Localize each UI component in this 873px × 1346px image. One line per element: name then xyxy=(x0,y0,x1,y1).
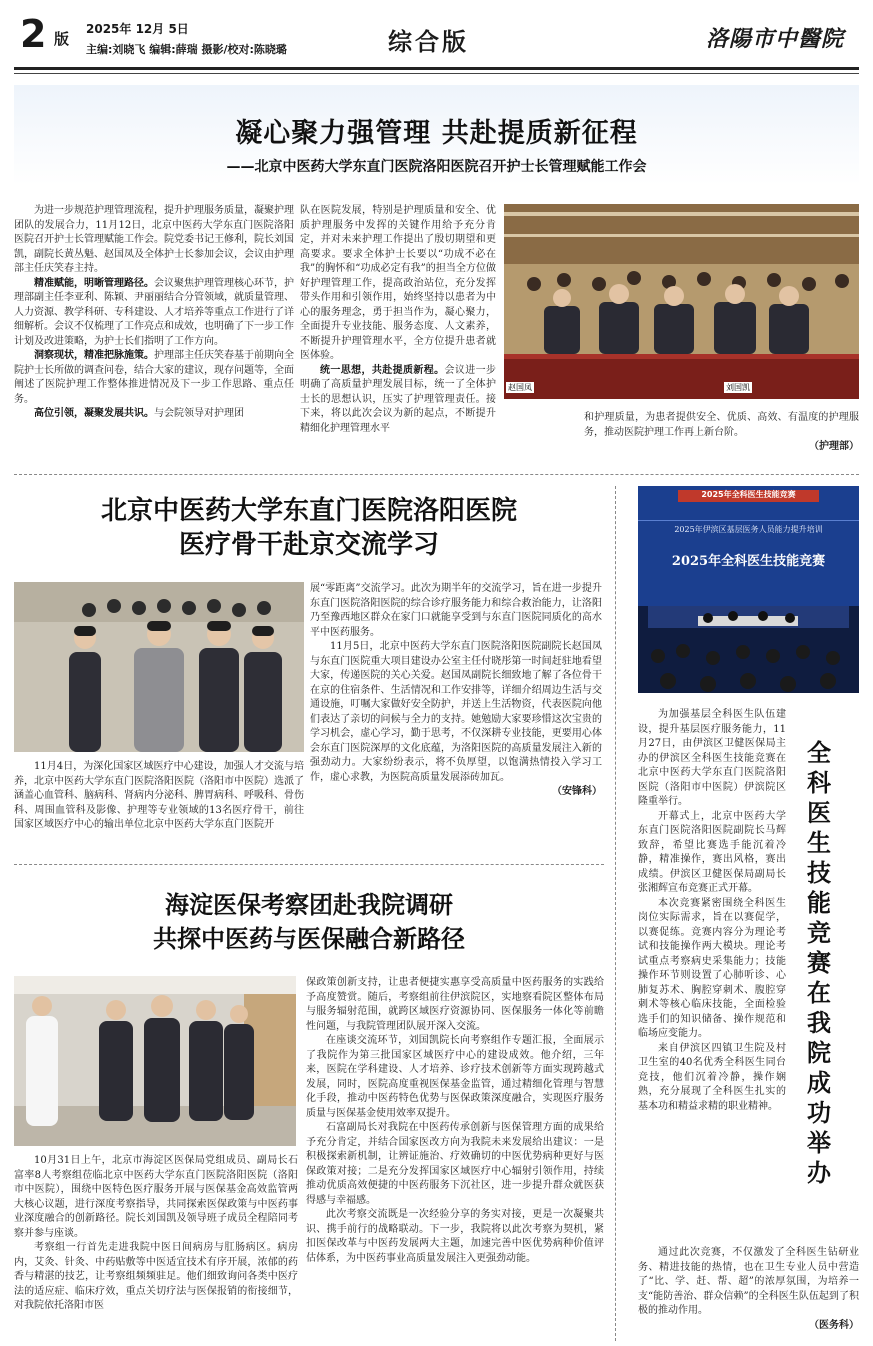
screen-banner: 2025年全科医生技能竞赛 xyxy=(701,490,796,499)
article4-column xyxy=(638,708,786,1244)
name-plate: 刘国凯 xyxy=(726,383,750,392)
staff-credits: 主编:刘晓飞 编辑:薛瑞 摄影/校对:陈晓璐 xyxy=(86,43,287,56)
issue-date: 2025年 12月 5日 xyxy=(86,22,189,36)
article4-title: 全科医生技能竞赛在我院成功举办 xyxy=(807,738,831,1187)
article1-column-3 xyxy=(584,411,859,455)
paragraph: 来自伊滨区四镇卫生院及村卫生室的40名优秀全科医生同台竞技，他们沉着冷静，操作娴熟，充分展现了全科医生扎实的基本功和精益求精的职业精神。 xyxy=(638,1042,786,1112)
screen-title: 2025年全科医生技能竞赛 xyxy=(671,554,826,569)
paragraph: 精准赋能，明晰管理路径。会议聚焦护理管理核心环节，护理部副主任李亚利、陈颖、尹丽丽结合分管领域，就质量管理、人力资源、教学科研、专科建设、人才培养等重点工作进行了详细解析。会议不仅梳理了工作亮点和成效，也明确了下一步工作计划及改进策略，为护士长们指明了工作方向。 xyxy=(14,277,294,347)
paragraph: 保政策创新支持，让患者便捷实惠享受高质量中医药服务的实践给予高度赞赏。随后，考察组前往伊滨院区，实地察看院区整体布局与服务辐射范围，就跨区域医疗资源协同、医保服务一体化等前瞻性问题，与我院管理团队展开深入交流。 xyxy=(306,977,604,1032)
article3-column-1 xyxy=(14,1154,298,1342)
hospital-logo: 洛陽市中醫院 xyxy=(706,26,845,52)
article3-title-line2: 共探中医药与医保融合新路径 xyxy=(153,924,465,953)
article1-column-1 xyxy=(14,204,294,466)
header-rule xyxy=(14,67,859,70)
paragraph: 队在医院发展，特别是护理质量和安全、优质护理服务中发挥的关键作用给予充分肯定，并对未来护理工作提出了殷切期望和更高要求。要求全体护士长要以“功成不必在我”的胸怀和“功成必定有我”的担当全方位做好护理管理工作，提高政治站位，充分发挥带头作用和引领作用，始终坚持以患者为中心的服务理念，勇于担当作为，凝心聚力，全面提升专业技能、服务态度、人文素养，不断提升护理管理水平，全方位提升患者就医体验。 xyxy=(300,205,496,361)
article1-title: 凝心聚力强管理 共赴提质新征程 xyxy=(235,118,638,149)
divider xyxy=(14,864,604,865)
paragraph: 为进一步规范护理管理流程，提升护理服务质量，凝聚护理团队的发展合力，11月12日，北京中医药大学东直门医院洛阳医院召开护士长管理赋能工作会。院党委书记王修利，院长刘国凯，副院长黄丛魁、赵国凤及全体护士长参加会议，会议由护理部主任庆笑春主持。 xyxy=(14,205,294,274)
article3-title-line1: 海淀医保考察团赴我院调研 xyxy=(165,890,453,919)
screen-subtitle: 2025年伊滨区基层医务人员能力提升培训 xyxy=(674,525,823,534)
article1-column-2 xyxy=(300,204,496,456)
group-photo xyxy=(14,582,304,752)
byline: （护理部） xyxy=(809,441,859,452)
paragraph: 本次竞赛紧密围绕全科医生岗位实际需求，旨在以赛促学，以赛促练。竞赛内容分为理论考试和技能操作两大模块。理论考试重点考察病史采集能力；技能操作环节则设置了心肺听诊、心肺复苏术、胸腔穿刺术、腹腔穿刺术等核心临床技能，全面检验选手们的知识储备、操作规范和临场应变能力。 xyxy=(638,897,786,1039)
page-unit: 版 xyxy=(54,30,70,48)
paragraph: 考察组一行首先走进我院中医日间病房与肛肠病区。病房内，艾灸、针灸、中药贴敷等中医适宜技术有序开展，浓郁的药香与精湛的技艺，让考察组频频驻足。他们细致询问各类中医疗法的适应症、临床疗效，重点关切疗法与医保报销的衔接细节，对我院依托洛阳市医 xyxy=(14,1242,298,1311)
paragraph: 在座谈交流环节，刘国凯院长向考察组作专题汇报，全面展示了我院作为第三批国家区域医疗中心的建设成效。他介绍，三年来，医院在学科建设、人才培养、诊疗技术创新等方面实现跨越式发展，同时，医院高度重视医保基金监管，通过精细化管理与智慧化手段，推动中医药特色优势与医保政策深度融合，实现医疗服务质量与医保基金使用效率双提升。 xyxy=(306,1035,604,1119)
divider xyxy=(14,474,859,475)
paragraph: 11月4日，为深化国家区域医疗中心建设，加强人才交流与培养，北京中医药大学东直门医院洛阳医院（洛阳市中医院）选派了涵盖心血管科、脑病科、肾病内分泌科、脾胃病科、呼吸科、骨伤科、周围血管科及影像、护理等专业领域的13名医疗骨干，前往国家区域医疗中心的输出单位北京中医药大学东直门医院开 xyxy=(14,761,304,830)
paragraph: 10月31日上午，北京市海淀区医保局党组成员、副局长石富率8人考察组莅临北京中医药大学东直门医院洛阳医院（洛阳市中医院），围绕中医特色医疗服务开展与医保基金高效监管两大核心议题，进行深度考察指导，共同探索医保政策与中医药事业深度融合的创新路径。院长刘国凯及领导班子成员全程陪同考察并参与座谈。 xyxy=(14,1155,298,1239)
page-number: 2 xyxy=(20,12,47,56)
byline: （医务科） xyxy=(809,1319,859,1331)
header-rule-thin xyxy=(14,73,859,74)
paragraph: 统一思想，共赴提质新程。会议进一步明确了高质量护理发展目标，统一了全体护士长的思想认识，压实了护理管理责任。接下来，将以此次会议为新的起点，不断提升精细化护理管理水平 xyxy=(300,364,496,434)
paragraph: 通过此次竞赛，不仅激发了全科医生钻研业务、精进技能的热情，也在卫生专业人员中营造了“比、学、赶、帮、超”的浓厚氛围，为培养一支“能防善治、群众信赖”的全科医生队伍起到了积极的推动作用。 xyxy=(638,1247,859,1316)
article2-column-1 xyxy=(14,760,304,848)
competition-photo xyxy=(638,486,859,693)
paragraph: 高位引领，凝聚发展共识。与会院领导对护理团 xyxy=(34,408,244,419)
paragraph: 此次考察交流既是一次经验分享的务实对接，更是一次凝聚共识、携手前行的战略联动。下一步，我院将以此次考察为契机，紧扣医保改革与中医药发展两大主题，加速完善中医优势病种价值评估体系，为中医药事业高质量发展注入更强劲动能。 xyxy=(306,1209,604,1264)
article3-column-2 xyxy=(306,976,604,1342)
paragraph: 石富副局长对我院在中医药传承创新与医保管理方面的成果给予充分肯定，并结合国家医改方向为我院未来发展给出建议：一是积极探索新机制，让辨证施治、疗效确切的中医优势病种更好与医保政策对接；二是充分发挥国家区域医疗中心辐射引领作用，持续推动优质高效便捷的中医药服务下沉社区，进一步提升群众就医获得感与幸福感。 xyxy=(306,1122,604,1206)
paragraph: 和护理质量，为患者提供安全、优质、高效、有温度的护理服务，推动医院护理工作再上新台阶。 xyxy=(584,412,859,438)
paragraph: 11月5日，北京中医药大学东直门医院洛阳医院副院长赵国凤与东直门医院重大项目建设办公室主任付晓彤第一时间赶驻地看望大家，传递医院的关心关爱。赵国凤副院长细致地了解了各位骨干在京的住宿条件、生活情况和工作安排等，详细介绍周边生活与交通设施，叮嘱大家做好安全防护，并送上生活物资，代表医院向他们表达了亲切的问候与全力的支持。她勉励大家要珍惜这次宝贵的学习机会，虚心学习，勤于思考，不仅深耕专业技能，更要用心体会东直门医院深厚的文化底蕴，为洛阳医院的高质量发展注入新的强劲动力。大家纷纷表示，将不负厚望，以饱满热情投入学习工作，虚心求教，为医院高质量发展添砖加瓦。 xyxy=(310,641,602,783)
article2-title-line2: 医疗骨干赴京交流学习 xyxy=(178,530,439,560)
paragraph: 展“零距离”交流学习。此次为期半年的交流学习，旨在进一步提升东直门医院洛阳医院的综合诊疗服务能力和综合救治能力，让洛阳乃至豫西地区群众在家门口就能享受到与东直门医院同质化的高水平中医药服务。 xyxy=(310,583,602,638)
meeting-photo xyxy=(504,204,859,399)
paragraph: 为加强基层全科医生队伍建设，提升基层医疗服务能力，11月27日，由伊滨区卫健医保局主办的伊滨区全科医生技能竞赛在北京中医药大学东直门医院洛阳医院（洛阳市中医院）伊滨院区隆重举行。 xyxy=(638,709,786,807)
article1-subtitle: ——北京中医药大学东直门医院洛阳医院召开护士长管理赋能工作会 xyxy=(226,159,647,175)
paragraph: 开幕式上，北京中医药大学东直门医院洛阳医院副院长马辉致辞，希望比赛选手能沉着冷静，精准操作，赛出风格，赛出成绩。伊滨区卫健医保局副局长张湘辉宣布竞赛正式开幕。 xyxy=(638,810,786,894)
paragraph: 洞察现状，精准把脉施策。护理部主任庆笑春基于前期向全院护士长所做的调查问卷，结合大家的建议，现存问题等，全面阐述了医院护理工作整体推进情况及下一步工作思路、重点任务。 xyxy=(14,350,294,405)
section-title: 综合版 xyxy=(388,27,469,56)
article2-column-2 xyxy=(310,582,602,850)
article2-title-line1: 北京中医药大学东直门医院洛阳医院 xyxy=(100,496,517,526)
inspection-photo xyxy=(14,976,296,1146)
name-plate: 赵国凤 xyxy=(508,383,532,392)
masthead xyxy=(0,0,873,70)
byline: （安锋科） xyxy=(552,786,602,797)
article4-bottom-column xyxy=(638,1246,859,1342)
column-divider xyxy=(615,486,616,1341)
